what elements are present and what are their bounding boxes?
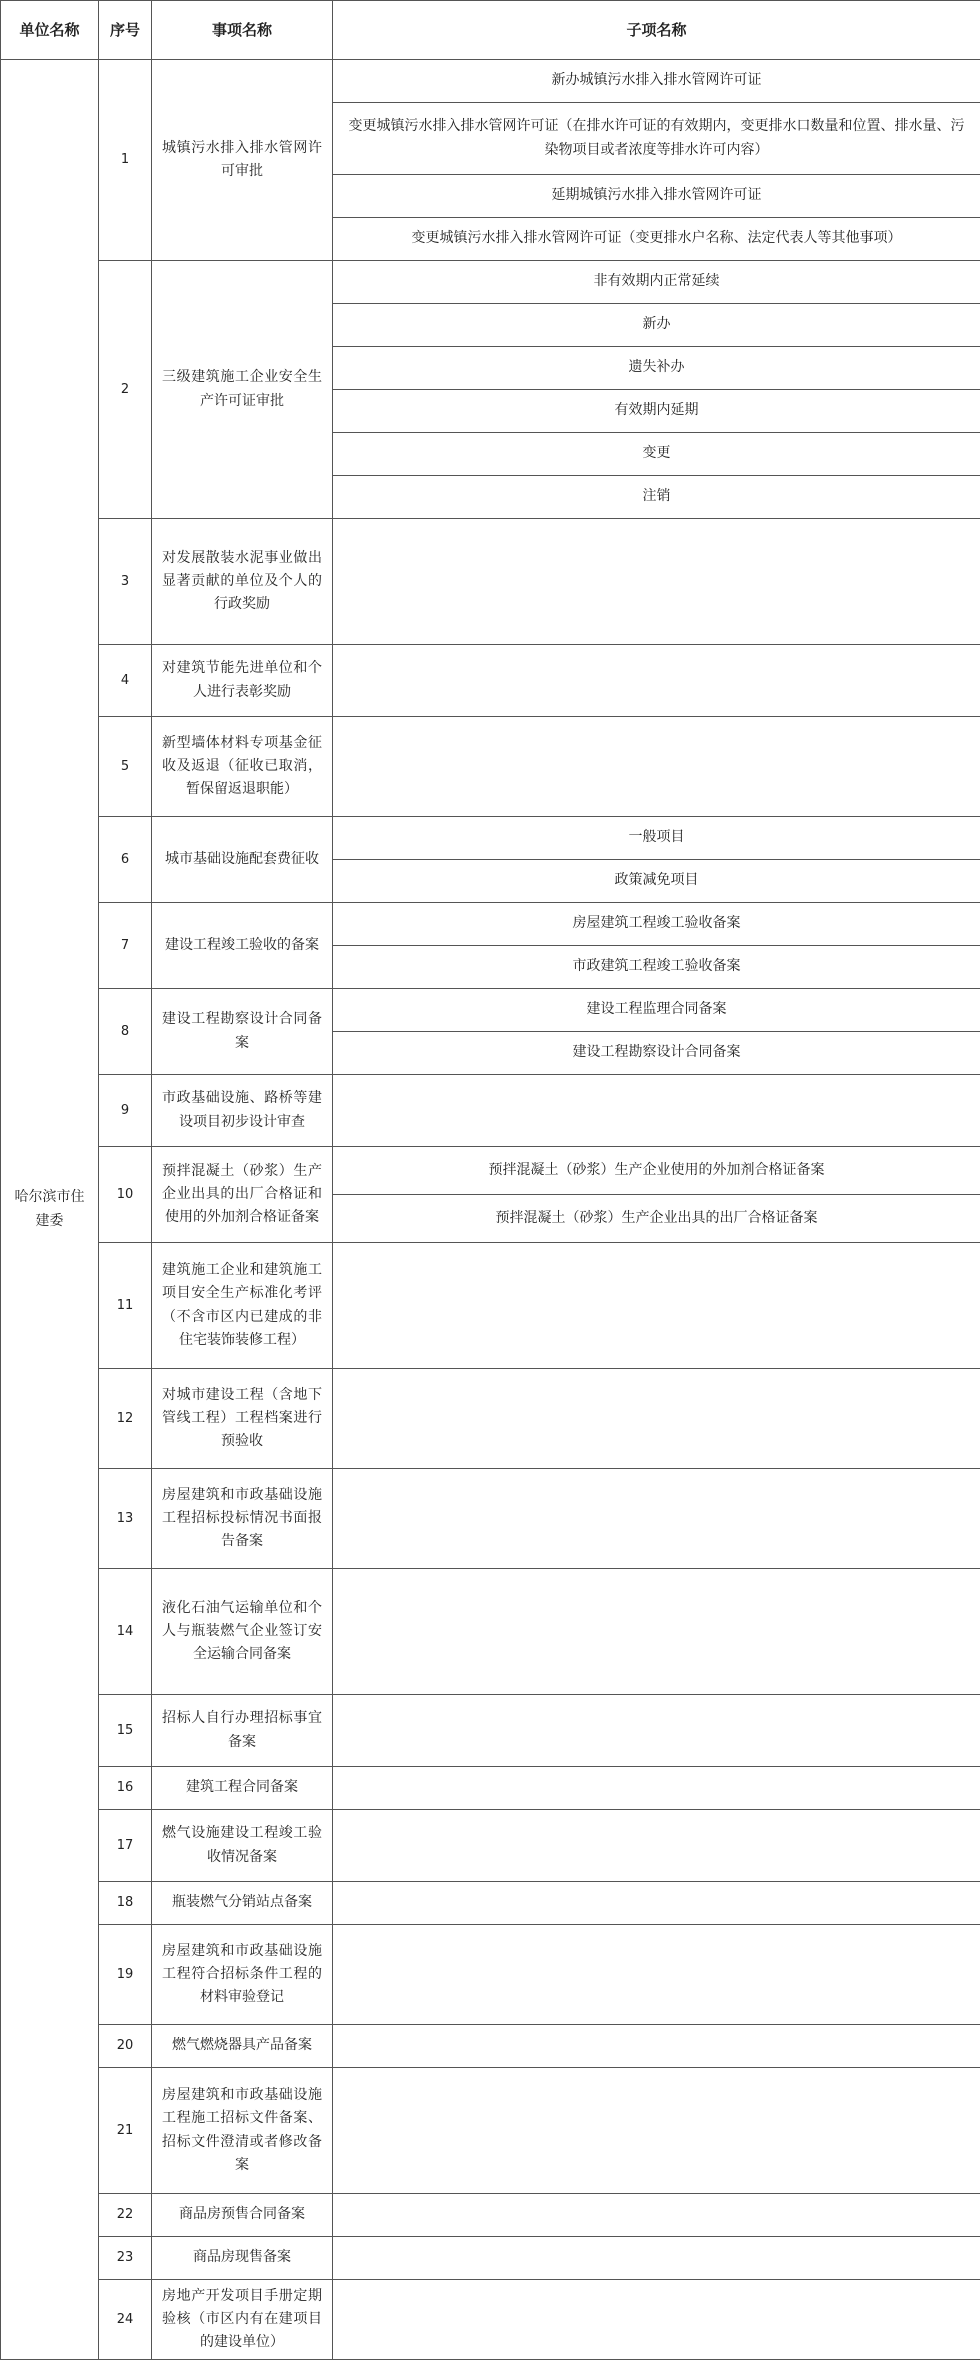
seq-cell: 1: [99, 60, 152, 261]
item-name-cell: 房屋建筑和市政基础设施工程招标投标情况书面报告备案: [152, 1469, 333, 1569]
unit-name-cell: 哈尔滨市住建委: [1, 60, 99, 2360]
item-name-cell: 房屋建筑和市政基础设施工程符合招标条件工程的材料审验登记: [152, 1925, 333, 2025]
seq-cell: 11: [99, 1243, 152, 1369]
seq-cell: 9: [99, 1075, 152, 1147]
table-row: [1, 1369, 980, 1469]
item-name-cell: 建设工程竣工验收的备案: [152, 903, 333, 989]
sub-item-empty-cell: [333, 2280, 980, 2360]
seq-cell: 19: [99, 1925, 152, 2025]
seq-cell: 2: [99, 261, 152, 519]
sub-item-cell: 遗失补办: [333, 347, 980, 390]
header-seq: 序号: [99, 1, 152, 60]
table-row: [1, 989, 980, 1032]
sub-item-cell: 有效期内延期: [333, 390, 980, 433]
table-row: [1, 2237, 980, 2280]
header-sub: 子项名称: [333, 1, 980, 60]
table-row: [1, 1569, 980, 1695]
sub-item-empty-cell: [333, 1767, 980, 1810]
seq-cell: 21: [99, 2068, 152, 2194]
sub-item-empty-cell: [333, 1075, 980, 1147]
table-row: [1, 2194, 980, 2237]
table-row: [1, 1243, 980, 1369]
sub-item-empty-cell: [333, 1695, 980, 1767]
sub-item-cell: 新办城镇污水排入排水管网许可证: [333, 60, 980, 103]
seq-cell: 3: [99, 519, 152, 645]
item-name-cell: 市政基础设施、路桥等建设项目初步设计审查: [152, 1075, 333, 1147]
seq-cell: 17: [99, 1810, 152, 1882]
header-unit: 单位名称: [1, 1, 99, 60]
sub-item-empty-cell: [333, 2237, 980, 2280]
sub-item-cell: 建设工程监理合同备案: [333, 989, 980, 1032]
table-row: [1, 817, 980, 860]
sub-item-empty-cell: [333, 2194, 980, 2237]
seq-cell: 20: [99, 2025, 152, 2068]
table-row: [1, 60, 980, 103]
seq-cell: 6: [99, 817, 152, 903]
table-row: [1, 1767, 980, 1810]
seq-cell: 24: [99, 2280, 152, 2360]
table-row: [1, 1075, 980, 1147]
table-body: [1, 60, 980, 2360]
table-row: [1, 1882, 980, 1925]
sub-item-cell: 延期城镇污水排入排水管网许可证: [333, 175, 980, 218]
item-name-cell: 商品房预售合同备案: [152, 2194, 333, 2237]
sub-item-cell: 预拌混凝土（砂浆）生产企业使用的外加剂合格证备案: [333, 1147, 980, 1195]
table-row: [1, 1147, 980, 1195]
seq-cell: 23: [99, 2237, 152, 2280]
sub-item-cell: 建设工程勘察设计合同备案: [333, 1032, 980, 1075]
seq-cell: 16: [99, 1767, 152, 1810]
sub-item-cell: 市政建筑工程竣工验收备案: [333, 946, 980, 989]
table-row: [1, 2068, 980, 2194]
seq-cell: 10: [99, 1147, 152, 1243]
item-name-cell: 建筑工程合同备案: [152, 1767, 333, 1810]
table-row: [1, 519, 980, 645]
sub-item-empty-cell: [333, 1469, 980, 1569]
seq-cell: 22: [99, 2194, 152, 2237]
item-name-cell: 建设工程勘察设计合同备案: [152, 989, 333, 1075]
sub-item-empty-cell: [333, 1569, 980, 1695]
sub-item-cell: 变更城镇污水排入排水管网许可证（变更排水户名称、法定代表人等其他事项）: [333, 218, 980, 261]
sub-item-cell: 变更: [333, 433, 980, 476]
item-name-cell: 对城市建设工程（含地下管线工程）工程档案进行预验收: [152, 1369, 333, 1469]
sub-item-empty-cell: [333, 2068, 980, 2194]
seq-cell: 13: [99, 1469, 152, 1569]
item-name-cell: 对建筑节能先进单位和个人进行表彰奖励: [152, 645, 333, 717]
sub-item-empty-cell: [333, 2025, 980, 2068]
table-row: [1, 1925, 980, 2025]
seq-cell: 4: [99, 645, 152, 717]
item-name-cell: 新型墙体材料专项基金征收及返退（征收已取消，暂保留返退职能）: [152, 717, 333, 817]
item-name-cell: 瓶装燃气分销站点备案: [152, 1882, 333, 1925]
sub-item-cell: 变更城镇污水排入排水管网许可证（在排水许可证的有效期内，变更排水口数量和位置、排水量、污染物项目或者浓度等排水许可内容）: [333, 103, 980, 175]
sub-item-empty-cell: [333, 645, 980, 717]
table-row: [1, 717, 980, 817]
table-row: [1, 645, 980, 717]
sub-item-cell: 非有效期内正常延续: [333, 261, 980, 304]
item-name-cell: 燃气燃烧器具产品备案: [152, 2025, 333, 2068]
sub-item-empty-cell: [333, 1925, 980, 2025]
table-row: [1, 2025, 980, 2068]
header-item: 事项名称: [152, 1, 333, 60]
item-name-cell: 城镇污水排入排水管网许可审批: [152, 60, 333, 261]
header-row: [1, 1, 980, 60]
sub-item-cell: 新办: [333, 304, 980, 347]
sub-item-empty-cell: [333, 1882, 980, 1925]
sub-item-empty-cell: [333, 519, 980, 645]
table-row: [1, 261, 980, 304]
sub-item-cell: 房屋建筑工程竣工验收备案: [333, 903, 980, 946]
table-row: [1, 1810, 980, 1882]
sub-item-empty-cell: [333, 1243, 980, 1369]
seq-cell: 5: [99, 717, 152, 817]
sub-item-cell: 一般项目: [333, 817, 980, 860]
seq-cell: 18: [99, 1882, 152, 1925]
item-name-cell: 房屋建筑和市政基础设施工程施工招标文件备案、招标文件澄清或者修改备案: [152, 2068, 333, 2194]
sub-item-empty-cell: [333, 717, 980, 817]
seq-cell: 8: [99, 989, 152, 1075]
item-name-cell: 城市基础设施配套费征收: [152, 817, 333, 903]
seq-cell: 12: [99, 1369, 152, 1469]
sub-item-empty-cell: [333, 1810, 980, 1882]
table-row: [1, 1695, 980, 1767]
item-name-cell: 商品房现售备案: [152, 2237, 333, 2280]
sub-item-cell: 预拌混凝土（砂浆）生产企业出具的出厂合格证备案: [333, 1195, 980, 1243]
seq-cell: 14: [99, 1569, 152, 1695]
seq-cell: 7: [99, 903, 152, 989]
item-name-cell: 预拌混凝土（砂浆）生产企业出具的出厂合格证和使用的外加剂合格证备案: [152, 1147, 333, 1243]
sub-item-empty-cell: [333, 1369, 980, 1469]
sub-item-cell: 政策减免项目: [333, 860, 980, 903]
item-name-cell: 对发展散装水泥事业做出显著贡献的单位及个人的行政奖励: [152, 519, 333, 645]
item-name-cell: 燃气设施建设工程竣工验收情况备案: [152, 1810, 333, 1882]
table-row: [1, 903, 980, 946]
item-name-cell: 三级建筑施工企业安全生产许可证审批: [152, 261, 333, 519]
item-name-cell: 招标人自行办理招标事宜备案: [152, 1695, 333, 1767]
table-row: [1, 1469, 980, 1569]
seq-cell: 15: [99, 1695, 152, 1767]
sub-item-cell: 注销: [333, 476, 980, 519]
item-name-cell: 液化石油气运输单位和个人与瓶装燃气企业签订安全运输合同备案: [152, 1569, 333, 1695]
table-row: [1, 2280, 980, 2360]
item-name-cell: 房地产开发项目手册定期验核（市区内有在建项目的建设单位）: [152, 2280, 333, 2360]
item-name-cell: 建筑施工企业和建筑施工项目安全生产标准化考评（不含市区内已建成的非住宅装饰装修工程）: [152, 1243, 333, 1369]
